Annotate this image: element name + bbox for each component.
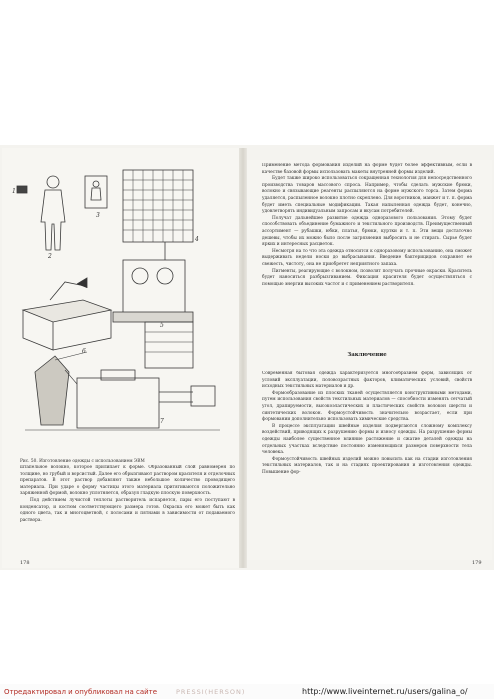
paragraph: Получат дальнейшее развитие одежда одноразового пользования. Этому будет способствовать объединение бумажного и текстильного производств. Преимущественный ассортимент — рубашки, юбки, платья, брюки, куртки и т. п. Эти вещи достаточно дешевы, чтобы их можно было после загрязнения выбросить и не стирать. Сырье будет ярких и интересных расцветок. bbox=[262, 215, 472, 248]
human-figure bbox=[41, 176, 65, 250]
spray-booth bbox=[25, 352, 220, 430]
figure-label-3: 3 bbox=[96, 212, 100, 219]
grid-screen bbox=[123, 170, 193, 242]
left-page-text bbox=[20, 465, 235, 560]
paragraph: Формообразование из плоских тканей осуществляется конструктивными методами, путем использования свойств текстильных материалов — способности изменять сетчатый угол, драпируемости, высокоэластических и пластических свойств волокон шерсти и синтетических волокон. Формоустойчивость значительно возрастает, если при формовании дополнительно использовать химические средства. bbox=[262, 390, 472, 423]
figure-label-6: 6 bbox=[82, 348, 86, 355]
footer-credit: Отредактировал и опубликовал на сайте bbox=[4, 688, 158, 696]
figure-caption: Рис. 50. Изготовление одежды с использованием ЭВМ bbox=[20, 459, 145, 464]
footer-link[interactable]: http://www.liveinternet.ru/users/galina_o/ bbox=[302, 687, 468, 696]
book-gutter bbox=[239, 148, 247, 568]
figure-label-4: 4 bbox=[195, 236, 199, 243]
figure-label-1: 1 bbox=[12, 188, 16, 195]
camera-device bbox=[17, 186, 27, 193]
mirror-frame bbox=[85, 176, 107, 208]
figure-label-7: 7 bbox=[160, 418, 164, 425]
paragraph: штапельное волокно, которое прилипает к форме. Образованный слой равномерен по толщине, но грубый и ворсистый. Далее его обрызгивают раствором красителя и отделочных препаратов. В этот раствор добавляют также небольшое количество проводящего материала. При ударе о форму частицы этого материала притягиваются положительно заряженной формой, волокно уплотняется, образуя гладкую плоскую поверхность. bbox=[20, 465, 235, 497]
vat-tank bbox=[23, 278, 111, 350]
right-page-text-bottom bbox=[262, 371, 472, 541]
footer-bar bbox=[0, 684, 494, 699]
figure-label-2: 2 bbox=[48, 253, 52, 260]
paragraph: В процессе эксплуатации швейные изделия подвергаются сложному комплексу воздействий, приводящих к разрушению формы и износу одежды. На разрушение формы одежды наиболее существенное влияние растяжение и сжатие деталей одежды на отдельных участках вследствие постоянно изменяющихся размеров поверхности тела человека. bbox=[262, 423, 472, 456]
page-number-left: 178 bbox=[20, 560, 30, 566]
computer-unit bbox=[113, 260, 193, 368]
figure-label-5: 5 bbox=[160, 322, 164, 329]
section-heading: Заключение bbox=[347, 352, 387, 358]
paragraph: Формоустойчивость швейных изделий можно повысить как на стадии изготовления текстильных материалов, так и на стадиях проектирования и изготовления одежды. Повышение фор- bbox=[262, 456, 472, 475]
paragraph: Будет также широко использоваться сокращенная технология для непосредственного производства товаров массового спроса. Например, чтобы сделать мужские брюки, волокно и связывающие реагенты распыляются на форме мужского торса. Затем форма удаляется, распыленное волокно плотно скреплено. Для воротников, манжет и т. п. форма будет иметь специальные модификации. Такая напыленная одежда будет, конечно, удовлетворять индивидуальным запросам и вкусам потребителей. bbox=[262, 176, 472, 215]
page-number-right: 179 bbox=[472, 560, 482, 566]
paragraph: Под действием лучистой теплоты растворитель испаряется, пары его поступают в конденсатор, и костюм соответствующего размера готов. Окраска его может быть как одного цвета, так и многоцветной, с полосами и пятнами в зависимости от подаваемого раствора. bbox=[20, 497, 235, 523]
paragraph: Несмотря на то что эта одежда относится к одноразовому использованию, она сможет выдерживать недели носки до выбрасывания. Введение бактерицидов сохраняет ее свежесть, чистоту, она не приобретет неприятного запаха. bbox=[262, 248, 472, 267]
footer-watermark: PRESSI(HERSON) bbox=[176, 688, 246, 696]
paragraph: Современная бытовая одежда характеризуется многообразием форм, зависящих от условий эксплуатации, половозрастных факторов, климатических условий, свойств исходных текстильных материалов и др. bbox=[262, 371, 472, 390]
figure-illustration bbox=[5, 160, 237, 458]
paragraph: Пигменты, реагирующие с волокном, позволят получать прочные окраски. Краситель будет наноситься разбрызгиванием. Фиксация красителя будет осуществляться с помощью энергии высоких частот и с применением растворителя. bbox=[262, 268, 472, 287]
right-page-text-top bbox=[262, 163, 472, 343]
paragraph: Применение метода формования изделий на форме будет более эффективным, если в качестве базовой формы использовать макеты внутренней формы изделий. bbox=[262, 163, 472, 175]
